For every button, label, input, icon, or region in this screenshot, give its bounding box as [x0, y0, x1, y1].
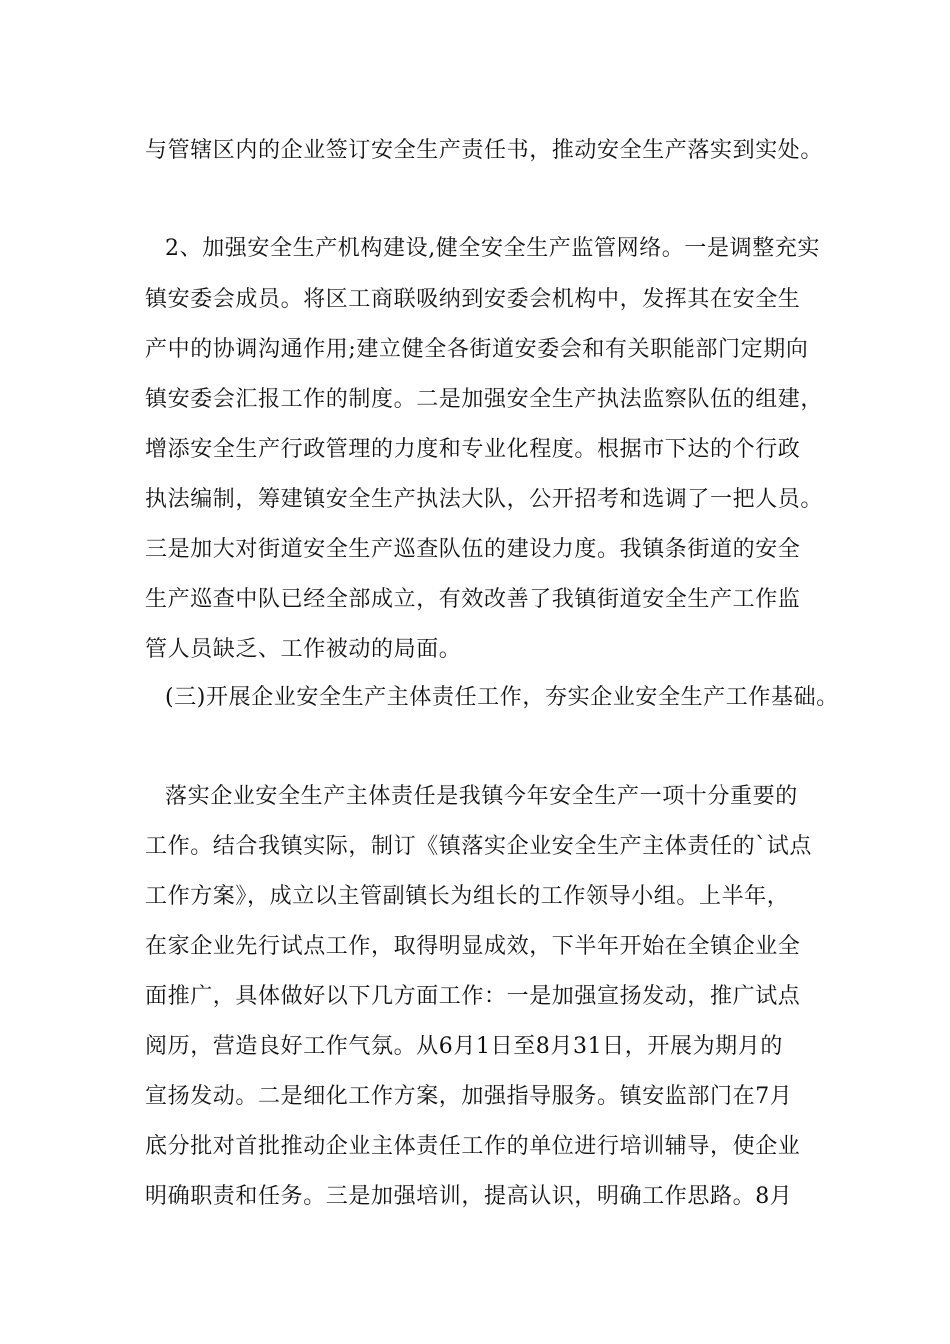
text-line: 与管辖区内的企业签订安全生产责任书，推动安全生产落实到实处。	[145, 138, 824, 163]
text-line: 产中的协调沟通作用;建立健全各街道安委会和有关职能部门定期向	[145, 337, 809, 362]
text-line: 面推广，具体做好以下几方面工作：一是加强宣扬发动，推广试点	[145, 984, 801, 1009]
text-line: 镇安委会汇报工作的制度。二是加强安全生产执法监察队伍的组建，	[145, 387, 824, 412]
text-line: 生产巡查中队已经全部成立，有效改善了我镇街道安全生产工作监	[145, 587, 801, 612]
text-line: 三是加大对街道安全生产巡查队伍的建设力度。我镇条街道的安全	[145, 537, 801, 562]
text-line: 工作。结合我镇实际，制订《镇落实企业安全生产主体责任的`试点	[145, 834, 813, 859]
text-line: 底分批对首批推动企业主体责任工作的单位进行培训辅导，使企业	[145, 1134, 801, 1159]
text-line: 落实企业安全生产主体责任是我镇今年安全生产一项十分重要的	[165, 784, 798, 809]
text-line: 2、加强安全生产机构建设,健全安全生产监管网络。一是调整充实	[165, 236, 820, 261]
text-line: 在家企业先行试点工作，取得明显成效，下半年开始在全镇企业全	[145, 934, 801, 959]
text-line: 明确职责和任务。三是加强培训，提高认识，明确工作思路。8月	[145, 1184, 793, 1209]
text-line: 工作方案》，成立以主管副镇长为组长的工作领导小组。上半年，	[145, 884, 790, 909]
text-line: 宣扬发动。二是细化工作方案，加强指导服务。镇安监部门在7月	[145, 1084, 793, 1109]
text-line: 执法编制，筹建镇安全生产执法大队，公开招考和选调了一把人员。	[145, 487, 824, 512]
text-line: 管人员缺乏、工作被动的局面。	[145, 637, 462, 662]
section-heading: (三)开展企业安全生产主体责任工作，夯实企业安全生产工作基础。	[165, 685, 839, 710]
text-line: 增添安全生产行政管理的力度和专业化程度。根据市下达的个行政	[145, 437, 801, 462]
text-line: 阅历，营造良好工作气氛。从6月1日至8月31日，开展为期月的	[145, 1034, 783, 1059]
text-line: 镇安委会成员。将区工商联吸纳到安委会机构中，发挥其在安全生	[145, 287, 801, 312]
